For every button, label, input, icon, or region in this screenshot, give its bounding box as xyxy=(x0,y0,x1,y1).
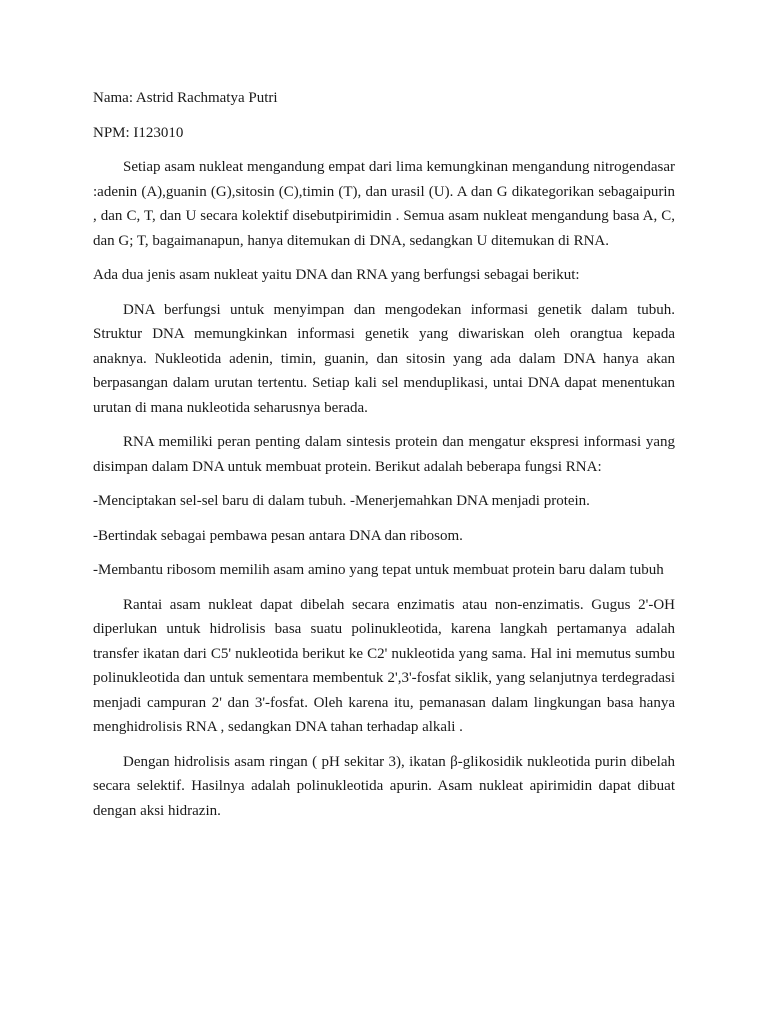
paragraph-two-types: Ada dua jenis asam nukleat yaitu DNA dan RNA yang berfungsi sebagai berikut: xyxy=(93,267,580,283)
document-page xyxy=(93,86,675,833)
paragraph-rna-function: RNA memiliki peran penting dalam sintesis protein dan mengatur ekspresi informasi yang disimpan dalam DNA untuk membuat protein. Berikut adalah beberapa fungsi RNA: xyxy=(93,434,675,475)
rna-function-item-1: -Menciptakan sel-sel baru di dalam tubuh. -Menerjemahkan DNA menjadi protein. xyxy=(93,493,590,509)
rna-function-item-2: -Bertindak sebagai pembawa pesan antara DNA dan ribosom. xyxy=(93,527,463,544)
paragraph-dna-function: DNA berfungsi untuk menyimpan dan mengodekan informasi genetik dalam tubuh. Struktur DNA memungkinkan informasi genetik yang diwariskan oleh orangtua kepada anaknya. Nukleotida adenin, timin, guanin, dan sitosin yang ada dalam DNA hanya akan berpasangan dalam urutan tertentu. Setiap kali sel menduplikasi, untai DNA dapat menentukan urutan di mana nukleotida seharusnya berada. xyxy=(93,301,675,416)
paragraph-acid-hydrolysis: Dengan hidrolisis asam ringan ( pH sekitar 3), ikatan β-glikosidik nukleotida purin dibelah secara selektif. Hasilnya adalah polinukleotida apurin. Asam nukleat apirimidin dapat dibuat dengan aksi hidrazin. xyxy=(93,753,675,819)
paragraph-hydrolysis: Rantai asam nukleat dapat dibelah secara enzimatis atau non-enzimatis. Gugus 2'-OH diperlukan untuk hidrolisis basa suatu polinukleotida, karena langkah pertamanya adalah transfer ikatan dari C5' nukleotida berikut ke C2' nukleotida yang sama. Hal ini memutus sumbu polinukleotida dan untuk sementara membentuk 2',3'-fosfat siklik, yang selanjutnya terdegradasi menjadi campuran 2' dan 3'-fosfat. Oleh karena itu, pemanasan dalam lingkungan basa hanya menghidrolisis RNA , sedangkan DNA tahan terhadap alkali . xyxy=(93,596,675,735)
student-npm: NPM: I123010 xyxy=(93,124,184,141)
rna-function-item-3: -Membantu ribosom memilih asam amino yang tepat untuk membuat protein baru dalam tubuh xyxy=(93,562,664,578)
student-name: Nama: Astrid Rachmatya Putri xyxy=(93,90,278,106)
paragraph-nucleic-bases: Setiap asam nukleat mengandung empat dari lima kemungkinan mengandung nitrogendasar :adenin (A),guanin (G),sitosin (C),timin (T), dan urasil (U). A dan G dikategorikan sebagaipurin , dan C, T, dan U secara kolektif disebutpirimidin . Semua asam nukleat mengandung basa A, C, dan G; T, bagaimanapun, hanya ditemukan di DNA, sedangkan U ditemukan di RNA. xyxy=(93,159,675,249)
